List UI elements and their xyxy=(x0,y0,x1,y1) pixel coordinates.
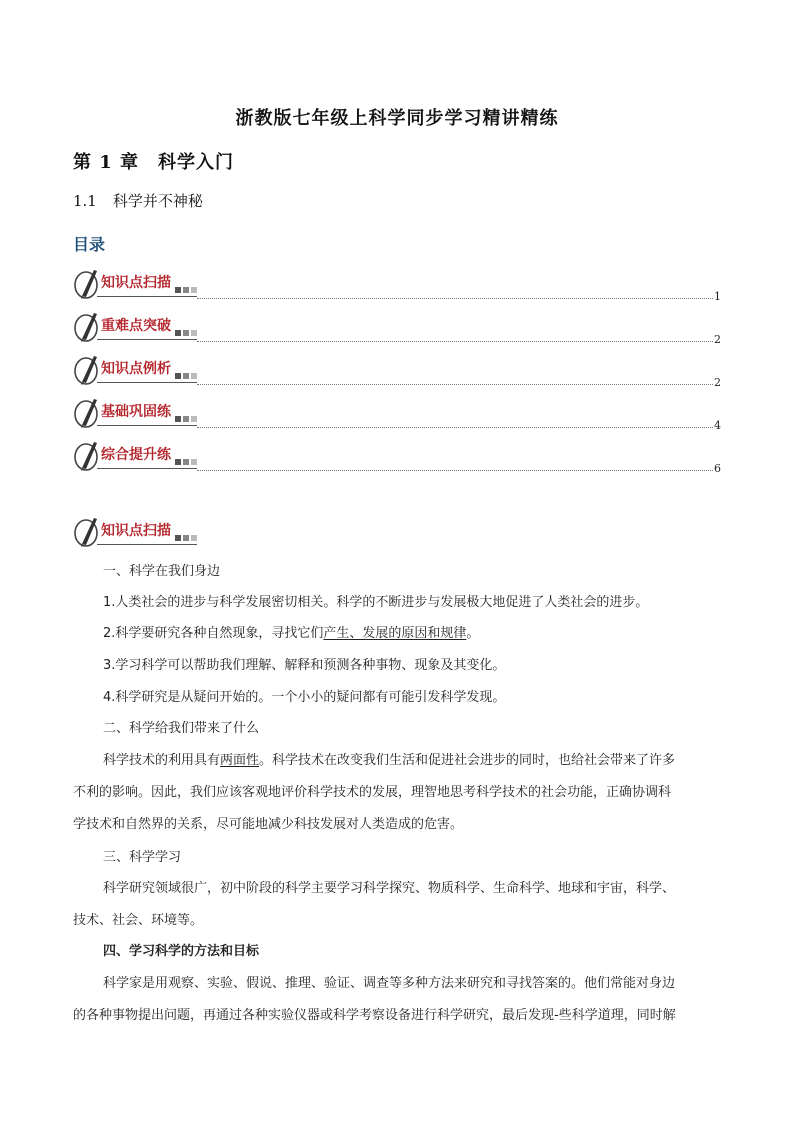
squares-icon xyxy=(175,458,197,466)
toc-entry[interactable] xyxy=(73,395,721,433)
squares-icon xyxy=(175,415,197,423)
toc-badge-label: 综合提升练 xyxy=(101,447,171,463)
toc-page-number: 4 xyxy=(714,419,721,432)
toc-badge xyxy=(73,309,197,343)
squares-icon xyxy=(175,329,197,337)
part4-line-2: 的各种事物提出问题，再通过各种实验仪器或科学考察设备进行科学研究，最后发现-些科学道理，同时解 xyxy=(73,1008,676,1023)
part4-line-1: 科学家是用观察、实验、假说、推理、验证、调查等多种方法来研究和寻找答案的。他们常能对身边 xyxy=(103,976,676,991)
pen-icon xyxy=(73,352,103,386)
part2-line-3: 学技术和自然界的关系，尽可能地减少科技发展对人类造成的危害。 xyxy=(73,817,464,832)
chapter-heading: 第 1 章 科学入门 xyxy=(73,152,235,173)
item-4: 4.科学研究是从疑问开始的。一个小小的疑问都有可能引发科学发现。 xyxy=(103,690,506,705)
section-heading xyxy=(73,190,203,211)
toc-page-number: 1 xyxy=(714,290,721,303)
badge-underline xyxy=(97,425,197,426)
section-title: 科学并不神秘 xyxy=(112,192,203,210)
pen-icon xyxy=(73,438,103,472)
toc-page-number: 6 xyxy=(714,462,721,475)
part2-line-1 xyxy=(103,749,675,768)
pen-icon xyxy=(73,266,103,300)
part1-heading: 一、科学在我们身边 xyxy=(103,564,221,579)
item-2-prefix: 2.科学要研究各种自然现象，寻找它们 xyxy=(103,626,324,641)
knowledge-section-badge xyxy=(73,514,197,548)
item-1: 1.人类社会的进步与科学发展密切相关。科学的不断进步与发展极大地促进了人类社会的进步。 xyxy=(103,595,649,610)
toc-entry[interactable] xyxy=(73,352,721,390)
section-badge xyxy=(73,514,197,548)
toc-leader xyxy=(197,341,713,342)
toc-leader xyxy=(197,470,713,471)
part2-line-1-prefix: 科学技术的利用具有 xyxy=(103,753,221,768)
toc-badge xyxy=(73,438,197,472)
toc-page-number: 2 xyxy=(714,333,721,346)
toc-entry[interactable] xyxy=(73,438,721,476)
squares-icon xyxy=(175,286,197,294)
squares-icon xyxy=(175,534,197,542)
toc-badge xyxy=(73,395,197,429)
part4-heading: 四、学习科学的方法和目标 xyxy=(103,944,260,959)
item-2 xyxy=(103,622,479,641)
document-title: 浙教版七年级上科学同步学习精讲精练 xyxy=(235,108,559,129)
part2-line-1-underlined: 两面性 xyxy=(220,753,260,768)
pen-icon xyxy=(73,395,103,429)
pen-icon xyxy=(73,514,103,548)
toc-entry[interactable] xyxy=(73,266,721,304)
item-3: 3.学习科学可以帮助我们理解、解释和预测各种事物、现象及其变化。 xyxy=(103,658,506,673)
part3-heading: 三、科学学习 xyxy=(103,850,182,865)
section-badge-label: 知识点扫描 xyxy=(101,523,171,539)
toc-badge-label: 知识点例析 xyxy=(101,361,171,377)
toc-leader xyxy=(197,427,713,428)
toc-badge-label: 基础巩固练 xyxy=(101,404,171,420)
squares-icon xyxy=(175,372,197,380)
item-2-underlined: 产生、发展的原因和规律 xyxy=(323,626,467,641)
toc-heading: 目录 xyxy=(73,235,106,254)
toc-badge-label: 知识点扫描 xyxy=(101,275,171,291)
part3-line-2: 技术、社会、环境等。 xyxy=(73,913,204,928)
item-2-suffix: 。 xyxy=(466,626,480,641)
toc-page-number: 2 xyxy=(714,376,721,389)
toc-leader xyxy=(197,298,713,299)
badge-underline xyxy=(97,382,197,383)
section-number: 1.1 xyxy=(73,192,97,210)
part3-line-1: 科学研究领域很广，初中阶段的科学主要学习科学探究、物质科学、生命科学、地球和宇宙，科学、 xyxy=(103,881,676,896)
pen-icon xyxy=(73,309,103,343)
toc-badge xyxy=(73,266,197,300)
badge-underline xyxy=(97,339,197,340)
toc-badge xyxy=(73,352,197,386)
badge-underline xyxy=(97,296,197,297)
toc-leader xyxy=(197,384,713,385)
toc-badge-label: 重难点突破 xyxy=(101,318,171,334)
badge-underline xyxy=(97,544,197,545)
badge-underline xyxy=(97,468,197,469)
toc-entry[interactable] xyxy=(73,309,721,347)
part2-line-1-suffix: 。科学技术在改变我们生活和促进社会进步的同时，也给社会带来了许多 xyxy=(259,753,676,768)
part2-heading: 二、科学给我们带来了什么 xyxy=(103,721,260,736)
part2-line-2: 不利的影响。因此，我们应该客观地评价科学技术的发展，理智地思考科学技术的社会功能，正确协调科 xyxy=(73,785,672,800)
